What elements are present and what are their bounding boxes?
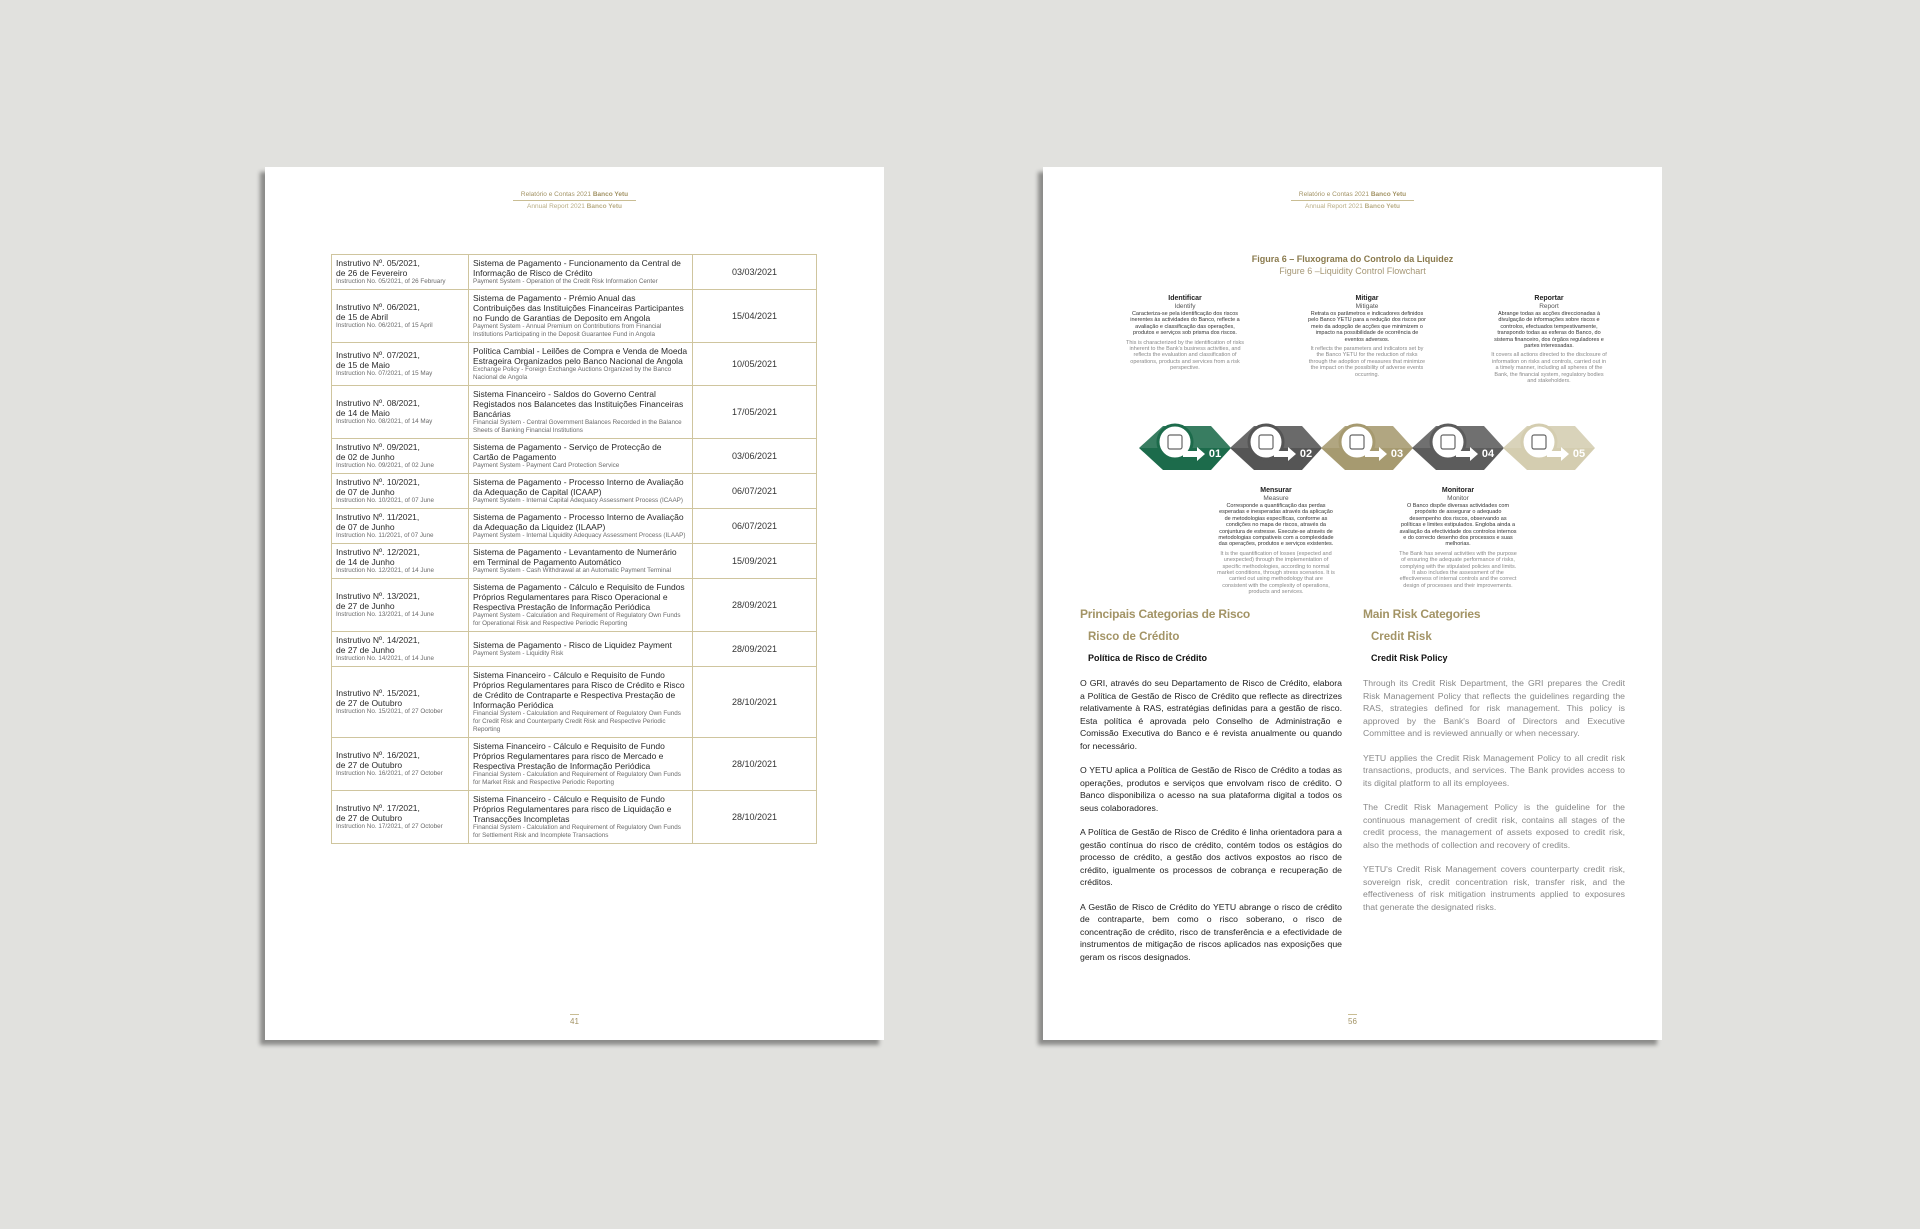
table-row: [332, 255, 817, 290]
date-cell: 10/05/2021: [693, 343, 817, 386]
step-description: Abrange todas as acções direccionadas à divulgação de informações sobre riscos e controlos, efectuados tempestivamente, transpondo todas as esferas do Banco, do sistema financeiro, dos órgãos reguladores e partes interessadas.: [1494, 311, 1604, 350]
instruction-cell: [332, 439, 469, 474]
figure-title-pt: Figura 6 – Fluxograma do Controlo da Liquidez: [1251, 254, 1454, 264]
flow-step-shape: [1321, 425, 1413, 470]
step-description: Caracteriza-se pela identificação dos riscos inerentes às actividades do Banco, reflecte a avaliação e classificação das operações, produtos e serviços sob prisma dos riscos.: [1130, 311, 1240, 337]
page-header: [265, 189, 884, 212]
step-title: Mensurar: [1260, 487, 1292, 494]
instruction-date-pt: de 14 de Maio: [336, 408, 390, 418]
step-title: Mitigar: [1355, 295, 1379, 302]
table-row: [332, 667, 817, 738]
subheading-en: Credit Risk: [1371, 631, 1432, 643]
instruction-date-pt: de 07 de Junho: [336, 487, 395, 497]
step-title: Identificar: [1168, 295, 1202, 302]
subject-en: Financial System - Central Government Balances Recorded in the Balance Sheets of Banking Financial Institutions: [473, 419, 682, 434]
flow-step-text: [1490, 295, 1608, 384]
instruction-number: Instrutivo Nº. 10/2021,: [336, 477, 420, 487]
date-cell: 28/09/2021: [693, 579, 817, 632]
date-cell: 06/07/2021: [693, 474, 817, 509]
date-cell: 28/09/2021: [693, 632, 817, 667]
step-number: 01: [1208, 448, 1222, 460]
step-number: 03: [1390, 448, 1404, 460]
instruction-number: Instrutivo Nº. 13/2021,: [336, 591, 420, 601]
subject-pt: Sistema Financeiro - Saldos do Governo Central Registados nos Balancetes das Instituições Financeiras Bancárias: [473, 389, 684, 419]
header-brand: Banco Yetu: [1370, 191, 1407, 198]
date-cell: 28/10/2021: [693, 791, 817, 844]
policy-heading-pt: Política de Risco de Crédito: [1088, 653, 1208, 663]
instruction-date-pt: de 15 de Maio: [336, 360, 390, 370]
subject-pt: Sistema Financeiro - Cálculo e Requisito de Fundo Próprios Regulamentares para risco de Mercado e Respectiva Prestação de Informação Periódica: [473, 741, 665, 771]
subject-cell: [469, 632, 693, 667]
header-brand: Banco Yetu: [592, 191, 629, 198]
subject-pt: Sistema de Pagamento - Funcionamento da Central de Informação de Risco de Crédito: [473, 258, 681, 278]
header-title-en: Annual Report 2021: [527, 203, 587, 210]
figure-title-en: Figure 6 –Liquidity Control Flowchart: [1279, 266, 1426, 276]
policy-heading-en: Credit Risk Policy: [1371, 653, 1448, 663]
liquidity-flowchart: [1126, 295, 1607, 596]
risk-text-pt: [1080, 607, 1342, 975]
instruction-number: Instrutivo Nº. 14/2021,: [336, 635, 420, 645]
subject-en: Financial System - Calculation and Requirement of Regulatory Own Funds for Market Risk and Respective Periodic Reporting: [473, 771, 681, 786]
instruction-en: Instruction No. 05/2021, of 26 February: [336, 278, 446, 285]
instruction-date-pt: de 26 de Fevereiro: [336, 268, 408, 278]
instruction-en: Instruction No. 11/2021, of 07 June: [336, 532, 434, 539]
table-row: [332, 509, 817, 544]
step-subtitle: Mitigate: [1355, 303, 1379, 310]
instructions-table: [331, 254, 817, 844]
paragraph: Through its Credit Risk Department, the GRI prepares the Credit Risk Management Policy that reflects the guidelines regarding the RAS, strategies defined for risk management. This policy is approved by the Bank's Board of Directors and Executive Committee and is reviewed annually or when necessary.: [1363, 678, 1625, 738]
instruction-number: Instrutivo Nº. 17/2021,: [336, 803, 420, 813]
instruction-number: Instrutivo Nº. 15/2021,: [336, 688, 420, 698]
date-cell: 15/09/2021: [693, 544, 817, 579]
instruction-en: Instruction No. 14/2021, of 14 June: [336, 655, 435, 662]
instruction-number: Instrutivo Nº. 16/2021,: [336, 750, 420, 760]
instruction-cell: [332, 290, 469, 343]
flow-step-text: [1126, 295, 1244, 372]
paragraph: O YETU aplica a Política de Gestão de Risco de Crédito a todas as operações, produtos e serviços que envolvam risco de crédito. O Banco disponibiliza o acesso na sua plataforma digital a todos os seus colaboradores.: [1080, 765, 1342, 813]
instruction-en: Instruction No. 06/2021, of 15 April: [336, 322, 433, 329]
instruction-en: Instruction No. 10/2021, of 07 June: [336, 497, 435, 504]
subject-cell: [469, 255, 693, 290]
subject-cell: [469, 474, 693, 509]
table-row: [332, 632, 817, 667]
table-row: [332, 386, 817, 439]
instruction-en: Instruction No. 13/2021, of 14 June: [336, 611, 435, 618]
subject-pt: Sistema Financeiro - Cálculo e Requisito de Fundo Próprios Regulamentares para risco de Liquidação e Transacções Incompletas: [473, 794, 672, 824]
subject-en: Payment System - Internal Capital Adequacy Assessment Process (ICAAP): [473, 497, 683, 504]
instruction-number: Instrutivo Nº. 06/2021,: [336, 302, 420, 312]
page-number: 56: [1043, 1014, 1662, 1026]
header-brand-en: Banco Yetu: [586, 203, 622, 210]
page-number: 41: [265, 1014, 884, 1026]
subject-cell: [469, 343, 693, 386]
subject-en: Financial System - Calculation and Requirement of Regulatory Own Funds for Settlement Risk and Incomplete Transactions: [473, 824, 681, 839]
page-header: [1043, 189, 1662, 212]
subject-cell: [469, 738, 693, 791]
instruction-cell: [332, 667, 469, 738]
subject-pt: Sistema de Pagamento - Processo Interno de Avaliação da Adequação de Capital (ICAAP): [473, 477, 684, 497]
subject-cell: [469, 667, 693, 738]
instruction-number: Instrutivo Nº. 08/2021,: [336, 398, 420, 408]
instruction-date-pt: de 27 de Outubro: [336, 760, 403, 770]
step-number: 04: [1481, 448, 1495, 460]
right-page: [1043, 167, 1662, 1040]
section-heading-pt: Principais Categorias de Risco: [1080, 607, 1251, 621]
step-subtitle: Measure: [1263, 495, 1289, 502]
flow-step-shape: [1230, 425, 1322, 470]
subject-en: Payment System - Liquidity Risk: [473, 650, 564, 657]
left-page: [265, 167, 884, 1040]
instruction-en: Instruction No. 16/2021, of 27 October: [336, 770, 443, 777]
instruction-date-pt: de 14 de Junho: [336, 557, 395, 567]
subheading-pt: Risco de Crédito: [1088, 631, 1180, 643]
step-description-en: This is characterized by the identification of risks inherent to the Bank's business activities, and reflects the evaluation and classification of operations, products and services from a risk perspective.: [1126, 339, 1244, 372]
subject-cell: [469, 544, 693, 579]
instruction-number: Instrutivo Nº. 11/2021,: [336, 512, 420, 522]
subject-cell: [469, 509, 693, 544]
instruction-cell: [332, 255, 469, 290]
instruction-date-pt: de 07 de Junho: [336, 522, 395, 532]
step-description-en: It reflects the parameters and indicators set by the Banco YETU for the reduction of risks through the adoption of measures that minimize the impact on the possibility of adverse events occurring.: [1308, 346, 1426, 378]
subject-pt: Sistema de Pagamento - Levantamento de Numerário em Terminal de Pagamento Automático: [473, 547, 677, 567]
paragraph: YETU applies the Credit Risk Management Policy to all credit risk transactions, products, and services. The Bank provides access to its digital platform to all its employees.: [1363, 752, 1625, 788]
instruction-number: Instrutivo Nº. 12/2021,: [336, 547, 420, 557]
instruction-en: Instruction No. 12/2021, of 14 June: [336, 567, 435, 574]
header-title-en: Annual Report 2021: [1305, 203, 1365, 210]
flow-step-text: [1217, 487, 1335, 596]
table-row: [332, 474, 817, 509]
subject-cell: [469, 579, 693, 632]
date-cell: 03/03/2021: [693, 255, 817, 290]
table-row: [332, 343, 817, 386]
flow-step-text: [1399, 487, 1517, 589]
figure-title: [1043, 253, 1662, 277]
subject-cell: [469, 290, 693, 343]
step-description: Corresponde a quantificação das perdas esperadas e inesperadas através da aplicação de metodologias específicas, conforme as condições no mapa de riscos, através da conjuntura de estresse. Execute-se através de metodologias compativeis com a complexidade das operações, produtos e serviços existentes.: [1218, 503, 1334, 548]
date-cell: 03/06/2021: [693, 439, 817, 474]
step-description-en: It covers all actions directed to the disclosure of information on risks and controls, carried out in a timely manner, including all spheres of the Bank, the financial system, regulatory bodies and stakeholders.: [1491, 352, 1607, 385]
instruction-date-pt: de 15 de Abril: [336, 312, 388, 322]
instruction-date-pt: de 27 de Junho: [336, 645, 395, 655]
instruction-en: Instruction No. 09/2021, of 02 June: [336, 462, 435, 469]
paragraph: YETU's Credit Risk Management covers counterparty credit risk, sovereign risk, credit concentration risk, transfer risk, and the effectiveness of risk mitigation instruments applied to exposures that generate the designated risks.: [1363, 864, 1625, 912]
subject-pt: Sistema de Pagamento - Processo Interno de Avaliação da Adequação da Liquidez (ILAAP): [473, 512, 684, 532]
table-row: [332, 579, 817, 632]
instruction-date-pt: de 27 de Junho: [336, 601, 395, 611]
instruction-en: Instruction No. 07/2021, of 15 May: [336, 370, 433, 377]
instruction-date-pt: de 02 de Junho: [336, 452, 395, 462]
step-description: O Banco dispõe diversas actividades com propósito de assegurar o adequado desempenho dos riscos, observando as políticas e limites estipulados. Engloba ainda a avaliação da efectividade dos controlos internos e do correcto desenho dos processos e suas melhorias.: [1399, 503, 1517, 548]
risk-text-en: [1363, 607, 1625, 925]
instruction-cell: [332, 579, 469, 632]
subject-pt: Política Cambial - Leilões de Compra e Venda de Moeda Estrageira Organizados pelo Banco Nacional de Angola: [473, 346, 688, 366]
subject-en: Payment System - Payment Card Protection Service: [473, 462, 620, 469]
subject-pt: Sistema de Pagamento - Serviço de Protecção de Cartão de Pagamento: [473, 442, 662, 462]
table-row: [332, 791, 817, 844]
date-cell: 28/10/2021: [693, 667, 817, 738]
instruction-en: Instruction No. 08/2021, of 14 May: [336, 418, 433, 425]
instruction-number: Instrutivo Nº. 05/2021,: [336, 258, 420, 268]
subject-en: Payment System - Operation of the Credit Risk Information Center: [473, 278, 658, 285]
table-row: [332, 290, 817, 343]
date-cell: 15/04/2021: [693, 290, 817, 343]
subject-en: Financial System - Calculation and Requirement of Regulatory Own Funds for Credit Risk and Counterparty Credit Risk and Respective Periodic Reporting: [473, 710, 681, 733]
paragraph: A Gestão de Risco de Crédito do YETU abrange o risco de crédito de contraparte, bem como o risco soberano, o risco de concentração de crédito, risco de transferência e a efectividade de instrumentos de mitigação de riscos aplicados nas exposições que geram os riscos designados.: [1080, 901, 1342, 962]
instruction-en: Instruction No. 15/2021, of 27 October: [336, 708, 443, 715]
header-title-pt: Relatório e Contas 2021: [520, 191, 593, 198]
flow-step-text: [1308, 295, 1426, 378]
paragraph: The Credit Risk Management Policy is the guideline for the continuous management of credit risk, contains all stages of the credit process, the management of assets exposed to credit risk, also the methods of collection and recovery of credits.: [1363, 802, 1625, 850]
instruction-cell: [332, 474, 469, 509]
date-cell: 06/07/2021: [693, 509, 817, 544]
instruction-cell: [332, 544, 469, 579]
step-number: 05: [1572, 448, 1586, 460]
step-subtitle: Monitor: [1447, 495, 1469, 502]
step-number: 02: [1299, 448, 1313, 460]
step-subtitle: Report: [1539, 303, 1559, 310]
subject-en: Payment System - Calculation and Requirement of Regulatory Own Funds for Operational Risk and Respective Periodic Reporting: [473, 612, 681, 627]
date-cell: 17/05/2021: [693, 386, 817, 439]
subject-pt: Sistema de Pagamento - Risco de Liquidez Payment: [473, 640, 672, 650]
date-cell: 28/10/2021: [693, 738, 817, 791]
step-subtitle: Identify: [1174, 303, 1196, 310]
subject-cell: [469, 439, 693, 474]
paragraph: O GRI, através do seu Departamento de Risco de Crédito, elabora a Política de Gestão de Risco de Crédito que reflecte as directrizes relativamente à RAS, estratégias definidas para a gestão de risco. Esta política é aprovada pelo Conselho de Administração e Comissão Executiva do Banco e é revista anualmente ou quando for necessário.: [1080, 678, 1342, 751]
instruction-cell: [332, 632, 469, 667]
step-title: Reportar: [1534, 295, 1564, 302]
step-description-en: The Bank has several activities with the purpose of ensuring the adequate performance of risks, complying with the stipulated policies and limits. It also includes the assessment of the effectiveness of internal controls and the correct design of processes and their improvements.: [1399, 550, 1517, 589]
table-row: [332, 738, 817, 791]
flow-step-shape: [1412, 425, 1504, 470]
table-row: [332, 439, 817, 474]
subject-en: Payment System - Internal Liquidity Adequacy Assessment Process (ILAAP): [473, 532, 686, 539]
subject-pt: Sistema de Pagamento - Prémio Anual das Contribuições das Instituições Financeiras Participantes no Fundo de Garantias de Deposito em Angola: [473, 293, 684, 323]
subject-cell: [469, 386, 693, 439]
instruction-en: Instruction No. 17/2021, of 27 October: [336, 823, 443, 830]
instruction-cell: [332, 738, 469, 791]
subject-en: Payment System - Cash Withdrawal at an Automatic Payment Terminal: [473, 567, 671, 574]
instruction-cell: [332, 509, 469, 544]
header-title-pt: Relatório e Contas 2021: [1298, 191, 1371, 198]
section-heading-en: Main Risk Categories: [1363, 607, 1481, 621]
instruction-cell: [332, 343, 469, 386]
flow-step-shape: [1139, 425, 1231, 470]
step-description-en: It is the quantification of losses (expected and unexpected) through the implementation of specific methodologies, according to normal market conditions, through stress scenarios. It is carried out using methodology that are consistent with the complexity of operations, products and services.: [1217, 550, 1335, 596]
header-brand-en: Banco Yetu: [1364, 203, 1400, 210]
instruction-date-pt: de 27 de Outubro: [336, 813, 403, 823]
instruction-number: Instrutivo Nº. 07/2021,: [336, 350, 420, 360]
instruction-cell: [332, 791, 469, 844]
step-description: Retrata os parâmetros e indicadores definidos pelo Banco YETU para a redução dos riscos por meio da adopção de acções que minimizem o impacto na possibilidade de ocorrência de eventos adversos.: [1308, 311, 1426, 343]
table-row: [332, 544, 817, 579]
subject-pt: Sistema de Pagamento - Cálculo e Requisito de Fundos Próprios Regulamentares para Risco Operacional e Respectiva Prestação de Informação Periódica: [473, 582, 685, 612]
subject-en: Payment System - Annual Premium on Contributions from Financial Institutions Participating in the Deposit Guarantee Fund in Angola: [473, 323, 662, 338]
step-title: Monitorar: [1441, 487, 1475, 494]
subject-pt: Sistema Financeiro - Cálculo e Requisito de Fundo Próprios Regulamentares para Risco de Crédito e Risco de Crédito de Contraparte e Respectiva Prestação de Informação Periódica: [473, 670, 685, 710]
instruction-cell: [332, 386, 469, 439]
subject-en: Exchange Policy - Foreign Exchange Auctions Organized by the Banco Nacional de Angola: [473, 366, 672, 381]
flow-step-shape: [1503, 425, 1595, 470]
paragraph: A Política de Gestão de Risco de Crédito é linha orientadora para a gestão contínua do risco de crédito, contém todos os estágios do processo de crédito, a gestão dos activos expostos ao risco de crédito, igualmente os processos de cobrança e recuperação de créditos.: [1080, 827, 1342, 887]
subject-cell: [469, 791, 693, 844]
instruction-date-pt: de 27 de Outubro: [336, 698, 403, 708]
instruction-number: Instrutivo Nº. 09/2021,: [336, 442, 420, 452]
